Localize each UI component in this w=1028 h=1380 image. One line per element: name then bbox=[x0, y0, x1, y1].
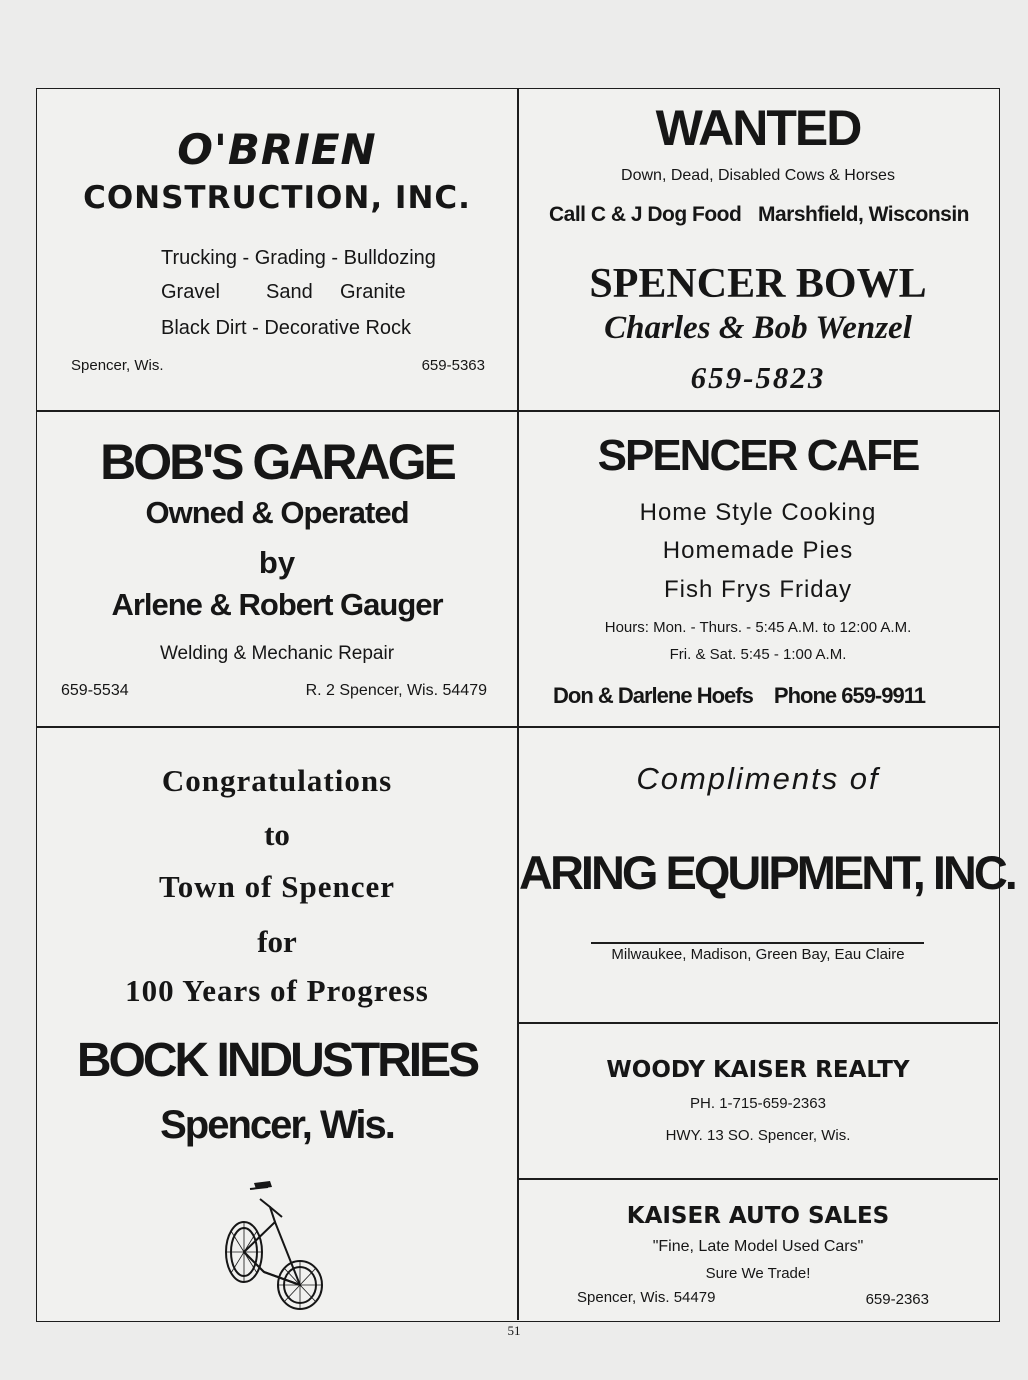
bobs-garage-service: Welding & Mechanic Repair bbox=[159, 643, 395, 664]
aring-rule bbox=[591, 942, 924, 944]
bobs-garage-phone: 659-5534 bbox=[61, 682, 129, 699]
spencer-cafe-title: SPENCER CAFE bbox=[597, 431, 919, 480]
aring-compliments: Compliments of bbox=[636, 761, 880, 796]
bicycle-icon bbox=[220, 1177, 332, 1312]
woody-title: WOODY KAISER REALTY bbox=[606, 1057, 910, 1083]
obrien-sand: Sand bbox=[266, 281, 313, 303]
spencer-bowl-title: SPENCER BOWL bbox=[589, 261, 927, 307]
spencer-cafe-line3: Fish Frys Friday bbox=[663, 576, 852, 603]
bobs-garage-owners: Arlene & Robert Gauger bbox=[111, 587, 443, 622]
bobs-garage-ad bbox=[37, 411, 517, 726]
bock-company: BOCK INDUSTRIES bbox=[76, 1034, 478, 1087]
obrien-company: CONSTRUCTION, INC. bbox=[83, 180, 471, 216]
obrien-services-line3: Black Dirt - Decorative Rock bbox=[161, 317, 412, 339]
bobs-garage-address: R. 2 Spencer, Wis. 54479 bbox=[305, 682, 487, 699]
spencer-bowl-owners: Charles & Bob Wenzel bbox=[604, 310, 912, 346]
obrien-services-line1: Trucking - Grading - Bulldozing bbox=[161, 247, 436, 269]
wanted-city: Marshfield, Wisconsin bbox=[757, 203, 969, 226]
bobs-garage-title: BOB'S GARAGE bbox=[100, 434, 454, 490]
spencer-cafe-owners: Don & Darlene Hoefs bbox=[553, 683, 753, 708]
wanted-title: WANTED bbox=[655, 100, 861, 156]
bock-progress: 100 Years of Progress bbox=[125, 973, 429, 1008]
spencer-bowl-ad bbox=[519, 260, 997, 410]
kaiser-auto-ad bbox=[519, 1179, 997, 1320]
bobs-garage-line2: by bbox=[258, 545, 296, 580]
spencer-bowl-phone: 659-5823 bbox=[690, 360, 826, 395]
bock-for: for bbox=[257, 924, 297, 959]
aring-ad bbox=[519, 727, 1015, 1022]
obrien-gravel: Gravel bbox=[161, 281, 220, 303]
bock-to: to bbox=[264, 817, 290, 852]
kaiser-phone: 659-2363 bbox=[865, 1291, 929, 1308]
woody-address: HWY. 13 SO. Spencer, Wis. bbox=[665, 1127, 851, 1144]
spencer-cafe-hours1: Hours: Mon. - Thurs. - 5:45 A.M. to 12:00 A.M. bbox=[604, 619, 912, 636]
kaiser-slogan: "Fine, Late Model Used Cars" bbox=[652, 1238, 864, 1255]
obrien-phone: 659-5363 bbox=[421, 357, 485, 374]
kaiser-title: KAISER AUTO SALES bbox=[626, 1203, 890, 1229]
wanted-subtitle: Down, Dead, Disabled Cows & Horses bbox=[621, 167, 895, 184]
bock-city: Spencer, Wis. bbox=[160, 1103, 394, 1147]
spencer-cafe-phone: Phone 659-9911 bbox=[773, 683, 925, 708]
bock-congrats: Congratulations bbox=[161, 763, 393, 798]
woody-phone: PH. 1-715-659-2363 bbox=[690, 1095, 826, 1112]
kaiser-trade: Sure We Trade! bbox=[705, 1265, 811, 1282]
spencer-cafe-line2: Homemade Pies bbox=[662, 537, 854, 564]
spencer-cafe-line1: Home Style Cooking bbox=[639, 499, 877, 526]
obrien-ad bbox=[37, 89, 517, 410]
bock-town: Town of Spencer bbox=[158, 869, 396, 904]
aring-company: ARING EQUIPMENT, INC. bbox=[519, 846, 1015, 899]
obrien-name: O'BRIEN bbox=[177, 125, 377, 174]
spencer-cafe-ad bbox=[519, 411, 997, 726]
obrien-granite: Granite bbox=[340, 281, 406, 303]
page-number: 51 bbox=[507, 1323, 521, 1338]
kaiser-city: Spencer, Wis. 54479 bbox=[577, 1289, 716, 1306]
woody-kaiser-ad bbox=[519, 1023, 997, 1178]
aring-cities: Milwaukee, Madison, Green Bay, Eau Claire bbox=[611, 946, 905, 963]
wanted-call: Call C & J Dog Food bbox=[549, 203, 742, 226]
bobs-garage-line1: Owned & Operated bbox=[145, 495, 409, 530]
spencer-cafe-hours2: Fri. & Sat. 5:45 - 1:00 A.M. bbox=[669, 646, 847, 663]
bock-ad bbox=[37, 727, 517, 1320]
obrien-city: Spencer, Wis. bbox=[71, 357, 164, 374]
